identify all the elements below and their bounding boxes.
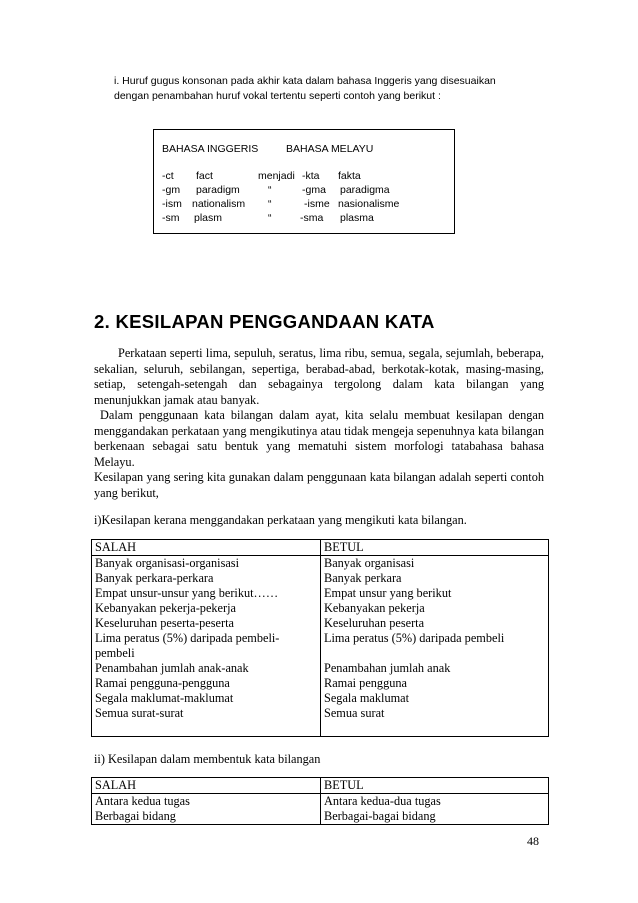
word-en: paradigm — [196, 184, 240, 196]
salah-item: Antara kedua tugas — [95, 794, 190, 808]
betul-column — [321, 794, 549, 825]
term-row — [162, 184, 452, 198]
paragraph-3: Kesilapan yang sering kita gunakan dalam penggunaan kata bilangan adalah seperti contoh yang berikut, — [94, 470, 544, 500]
salah-item: Kebanyakan pekerja-pekerja — [95, 601, 236, 615]
table-row — [92, 794, 549, 825]
page-number: 48 — [527, 834, 539, 848]
betul-item: Ramai pengguna — [324, 676, 407, 690]
betul-item: Kebanyakan pekerja — [324, 601, 425, 615]
subsection-2-title: ii) Kesilapan dalam membentuk kata bilangan — [94, 752, 321, 766]
betul-item: Penambahan jumlah anak — [324, 661, 451, 675]
header-bahasa-inggeris: BAHASA INGGERIS — [162, 143, 259, 155]
betul-item: Keseluruhan peserta — [324, 616, 425, 630]
salah-column — [92, 556, 321, 737]
verb: “ — [268, 184, 272, 196]
table-header-row — [92, 778, 549, 794]
header-salah: SALAH — [92, 540, 321, 556]
salah-item: Ramai pengguna-pengguna — [95, 676, 230, 690]
suffix-en: -ct — [162, 170, 174, 182]
suffix-ms: -gma — [302, 184, 326, 196]
betul-item: Berbagai-bagai bidang — [324, 809, 436, 823]
word-ms: fakta — [338, 170, 361, 182]
word-en: fact — [196, 170, 213, 182]
betul-item: Antara kedua-dua tugas — [324, 794, 441, 808]
header-salah: SALAH — [92, 778, 321, 794]
salah-item: Berbagai bidang — [95, 809, 176, 823]
betul-item: Empat unsur yang berikut — [324, 586, 452, 600]
comparison-table-2 — [91, 777, 549, 825]
intro-line-1: i. Huruf gugus konsonan pada akhir kata dalam bahasa Inggeris yang disesuaikan — [114, 75, 496, 87]
suffix-en: -gm — [162, 184, 181, 196]
word-ms: plasma — [340, 212, 374, 224]
header-betul: BETUL — [321, 778, 549, 794]
intro-line-2: dengan penambahan huruf vokal tertentu seperti contoh yang berikut : — [114, 90, 441, 102]
salah-item: Keseluruhan peserta-peserta — [95, 616, 234, 630]
betul-column — [321, 556, 549, 737]
suffix-ms: -isme — [304, 198, 330, 210]
salah-column — [92, 794, 321, 825]
betul-item: Segala maklumat — [324, 691, 410, 705]
table-header-row — [92, 540, 549, 556]
salah-item: Semua surat-surat — [95, 706, 184, 720]
betul-item — [324, 646, 545, 661]
comparison-table-1 — [91, 539, 549, 737]
salah-item: Empat unsur-unsur yang berikut…… — [95, 586, 279, 600]
header-bahasa-melayu: BAHASA MELAYU — [286, 143, 374, 155]
salah-item: Banyak organisasi-organisasi — [95, 556, 240, 570]
suffix-en: -sm — [162, 212, 180, 224]
betul-item: Lima peratus (5%) daripada pembeli — [324, 631, 505, 645]
term-row — [162, 198, 452, 212]
subsection-1-title: i)Kesilapan kerana menggandakan perkataan yang mengikuti kata bilangan. — [94, 513, 467, 527]
verb: menjadi — [258, 170, 295, 182]
salah-item: Banyak perkara-perkara — [95, 571, 214, 585]
term-row — [162, 170, 452, 184]
suffix-ms: -sma — [300, 212, 324, 224]
paragraph-2: Dalam penggunaan kata bilangan dalam ayat, kita selalu membuat kesilapan dengan menggandakan perkataan yang mengikutinya atau tidak mengeja sepenuhnya kata bilangan berkenaan sebagai satu bentuk yang mematuhi sistem morfologi tatabahasa bahasa Melayu. — [94, 408, 544, 469]
section-heading: 2. KESILAPAN PENGGANDAAN KATA — [94, 311, 435, 332]
verb: “ — [268, 198, 272, 210]
verb: “ — [268, 212, 272, 224]
word-ms: paradigma — [340, 184, 390, 196]
betul-item: Banyak organisasi — [324, 556, 415, 570]
salah-item: Segala maklumat-maklumat — [95, 691, 234, 705]
betul-item: Banyak perkara — [324, 571, 402, 585]
paragraph-1: Perkataan seperti lima, sepuluh, seratus, lima ribu, semua, segala, sejumlah, beberapa, sekalian, seluruh, sebilangan, sepertiga, berabad-abad, berkotak-kotak, masing-masing, setiap, setengah-setengah dan sebagainya tergolong dalam kata bilangan yang menunjukkan jamak atau banyak. — [94, 346, 544, 407]
betul-item: Semua surat — [324, 706, 385, 720]
header-betul: BETUL — [321, 540, 549, 556]
word-en: plasm — [194, 212, 223, 224]
salah-item: Penambahan jumlah anak-anak — [95, 661, 249, 675]
word-en: nationalism — [192, 198, 246, 210]
suffix-en: -ism — [162, 198, 182, 210]
suffix-ms: -kta — [302, 170, 320, 182]
salah-item: Lima peratus (5%) daripada pembeli- — [95, 631, 280, 645]
word-ms: nasionalisme — [338, 198, 400, 210]
salah-item: pembeli — [95, 646, 135, 660]
term-row — [162, 212, 452, 226]
term-conversion-box — [153, 129, 455, 234]
intro-text — [114, 74, 534, 104]
table-row — [92, 556, 549, 737]
